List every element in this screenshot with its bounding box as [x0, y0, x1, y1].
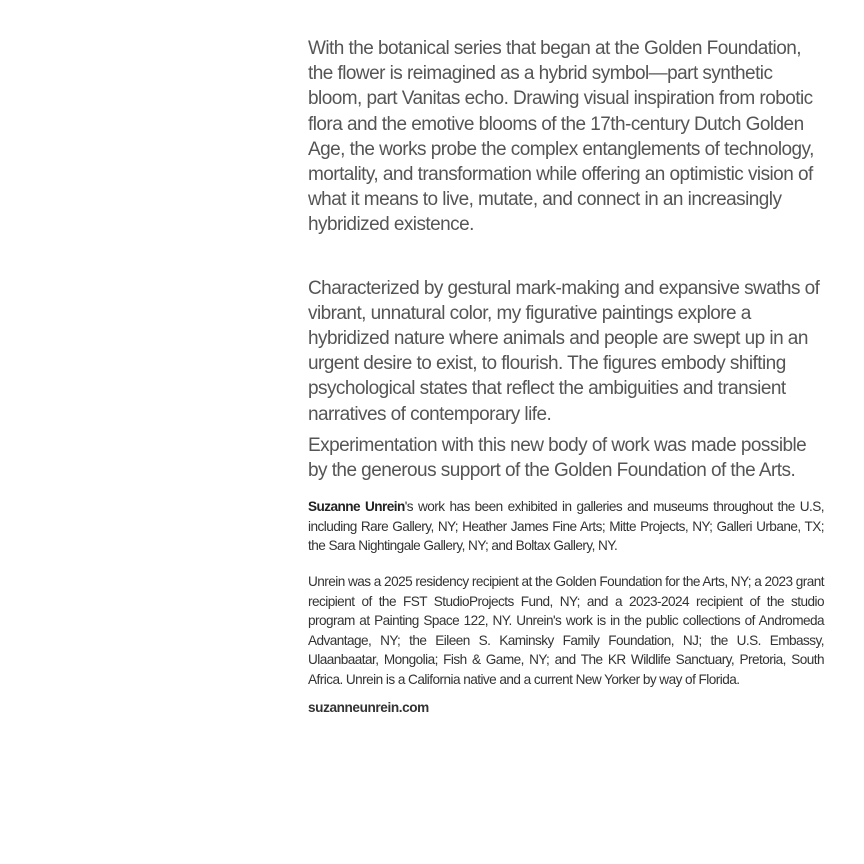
bio-exhibitions-paragraph: [308, 497, 824, 556]
artist-name: Suzanne Unrein: [308, 499, 405, 515]
acknowledgement-paragraph: Experimentation with this new body of work was made possible by the generous support of the Golden Foundation of the Arts.: [308, 434, 807, 482]
statement-paragraph-2: Characterized by gestural mark-making and expansive swaths of vibrant, unnatural color, my figurative paintings explore a hybridized nature where animals and people are swept up in an urgent desire to exist, to flourish. The figures embody shifting psychological states that reflect the ambiguities and transient narratives of contemporary life.: [308, 277, 820, 425]
bio-residencies-paragraph: Unrein was a 2025 residency recipient at the Golden Foundation for the Arts, NY; a 2023 grant recipient of the FST StudioProjects Fund, NY; and a 2023-2024 recipient of the studio program at Painting Space 122, NY. Unrein's work is in the public collections of Andromeda Advantage, NY; the Eileen S. Kaminsky Family Foundation, NJ; the U.S. Embassy, Ulaanbaatar, Mongolia; Fish & Game, NY; and The KR Wildlife Sanctuary, Pretoria, South Africa. Unrein is a California native and a current New Yorker by way of Florida.: [308, 574, 824, 687]
website-link[interactable]: suzanneunrein.com: [308, 699, 429, 715]
text-column: [308, 36, 824, 717]
statement-paragraph-1: With the botanical series that began at the Golden Foundation, the flower is reimagined as a hybrid symbol—part synthetic bloom, part Vanitas echo. Drawing visual inspiration from robotic flora and the emotive blooms of the 17th-century Dutch Golden Age, the works probe the complex entanglements of technology, mortality, and transformation while offering an optimistic vision of what it means to live, mutate, and connect in an increasingly hybridized existence.: [308, 38, 814, 236]
exhibitions-text: 's work has been exhibited in galleries and museums throughout the U.S, including Rare Gallery, NY; Heather James Fine Arts; Mitte Projects, NY; Galleri Urbane, TX; the Sara Nightingale Gallery, NY; and Boltax Gallery, NY.: [308, 499, 824, 554]
